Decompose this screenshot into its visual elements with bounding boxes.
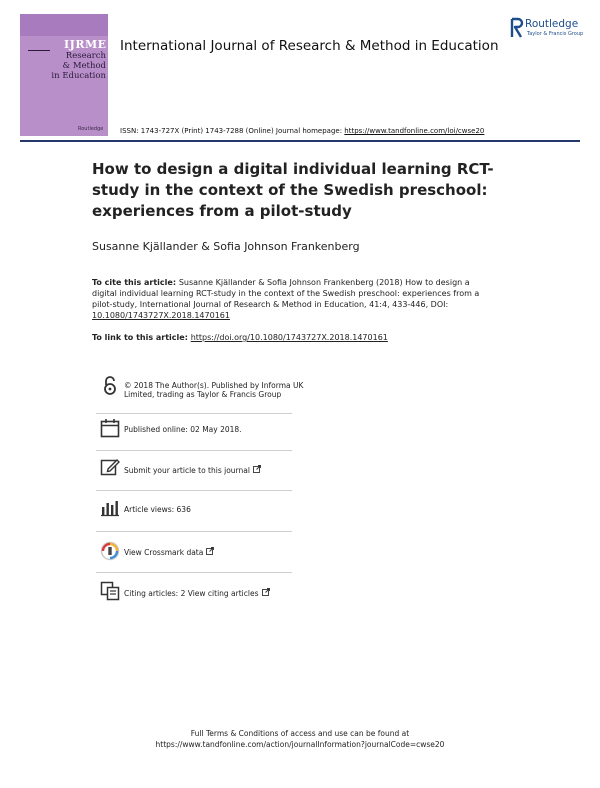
external-link-icon (206, 547, 214, 555)
issn-line (120, 127, 484, 135)
citing-articles-text[interactable]: Citing articles: 2 View citing articles (124, 589, 259, 598)
cover-title-line: Research (65, 51, 106, 61)
calendar-icon (100, 418, 120, 438)
divider (96, 490, 292, 491)
article-views: Article views: 636 (124, 505, 191, 514)
publisher-logo (510, 17, 594, 41)
divider (96, 572, 292, 573)
cover-title-line: & Method (62, 61, 106, 71)
external-link-icon (253, 465, 261, 473)
header-divider (20, 140, 580, 142)
cover-rule (28, 50, 50, 51)
article-link-line (92, 333, 388, 342)
divider (96, 413, 292, 414)
crossmark-text[interactable]: View Crossmark data (124, 548, 204, 557)
divider (96, 450, 292, 451)
published-online-date: Published online: 02 May 2018. (124, 425, 242, 434)
citing-articles-link[interactable] (124, 588, 270, 598)
article-title: How to design a digital individual learning RCT-study in the context of the Swedish preschool: experiences from a pilot-study (92, 160, 494, 220)
citation-text: Susanne Kjällander & Sofia Johnson Frankenberg (2018) How to design a digital individual learning RCT-study in the context of the Swedish preschool: experiences from a pilot-study, International Journal of Research & Method in Education, 41:4, 433-446, DOI: (92, 278, 480, 309)
footer-line-1: Full Terms & Conditions of access and use can be found at (190, 729, 410, 738)
article-link-label: To link to this article: (92, 333, 191, 342)
bar-chart-icon (100, 498, 120, 518)
submit-article-text[interactable]: Submit your article to this journal (124, 466, 250, 475)
journal-title: International Journal of Research & Method in Education (120, 38, 499, 54)
publisher-tagline: Taylor & Francis Group (527, 31, 584, 37)
cover-title (48, 51, 106, 81)
divider (96, 531, 292, 532)
cover-title-line: in Education (51, 71, 106, 81)
cover-publisher-mark: Routledge (78, 126, 104, 132)
crossmark-icon (100, 541, 120, 561)
citation-block (92, 277, 492, 321)
citation-doi-link[interactable]: 10.1080/1743727X.2018.1470161 (92, 311, 230, 320)
publisher-name: Routledge (525, 18, 579, 30)
citing-articles-icon (100, 581, 120, 601)
cover-top-band (20, 14, 108, 36)
license-statement: © 2018 The Author(s). Published by Informa UK Limited, trading as Taylor & Francis Group (124, 381, 304, 399)
terms-footer (0, 728, 600, 750)
article-doi-url-link[interactable]: https://doi.org/10.1080/1743727X.2018.1470161 (190, 333, 388, 342)
journal-homepage-link[interactable]: https://www.tandfonline.com/loi/cwse20 (344, 127, 485, 135)
open-access-lock-icon (100, 376, 120, 396)
citation-label: To cite this article: (92, 278, 179, 287)
crossmark-link[interactable] (124, 547, 214, 557)
cover-acronym: IJRME (64, 38, 107, 51)
external-link-icon (262, 588, 270, 596)
journal-information-link[interactable]: https://www.tandfonline.com/action/journalInformation?journalCode=cwse20 (155, 740, 445, 749)
issn-text: ISSN: 1743-727X (Print) 1743-7288 (Online) Journal homepage: (120, 127, 345, 135)
journal-cover-image (20, 14, 108, 136)
submit-article-link[interactable] (124, 465, 261, 475)
edit-pencil-icon (100, 457, 120, 477)
article-authors: Susanne Kjällander & Sofia Johnson Frankenberg (92, 240, 360, 253)
routledge-logo-icon (510, 17, 524, 39)
